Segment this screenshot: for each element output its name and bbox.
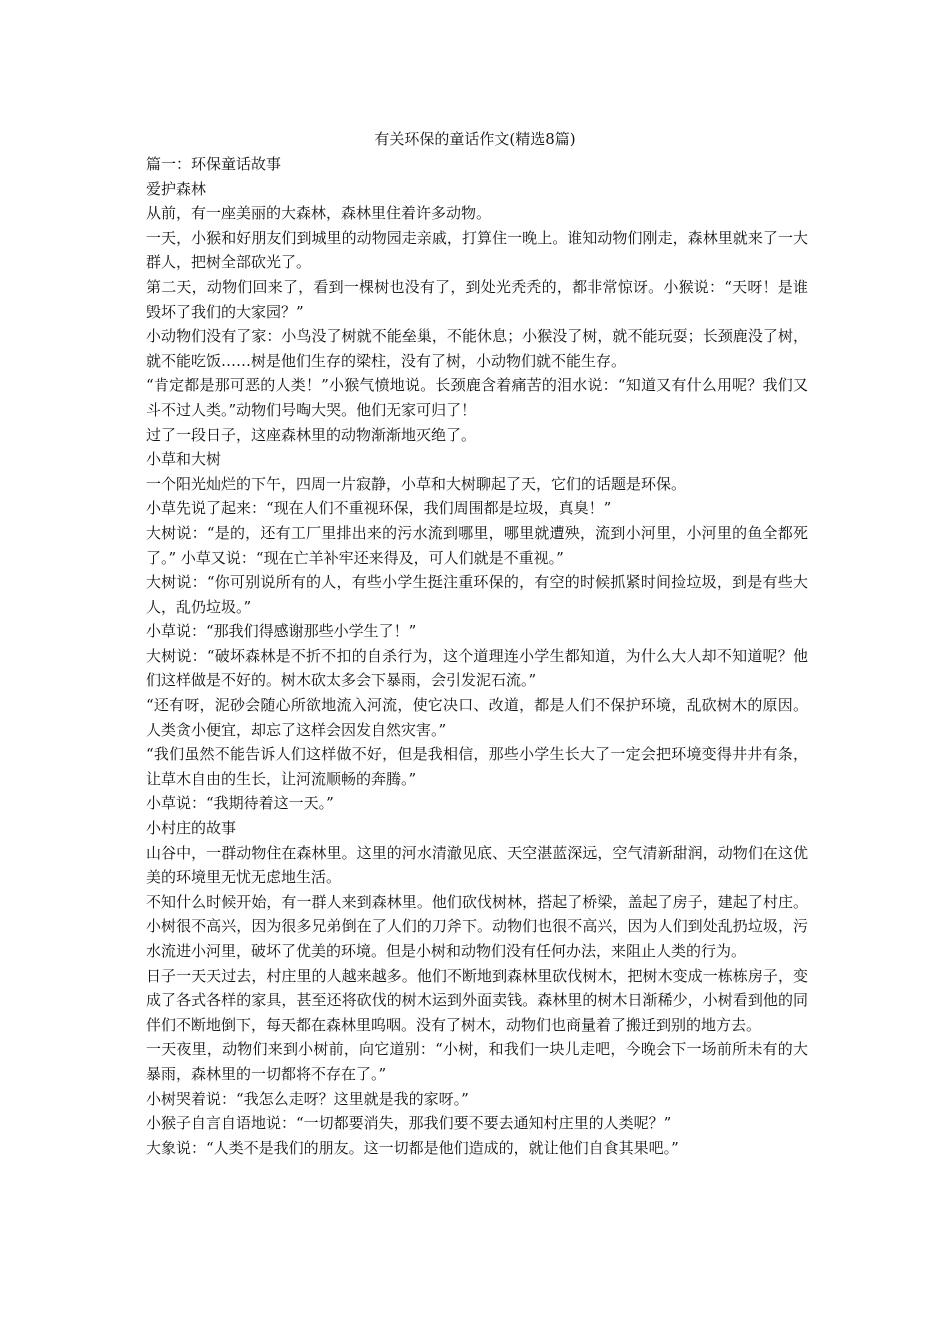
paragraph: 一天，小猴和好朋友们到城里的动物园走亲戚，打算住一晚上。谁知动物们刚走，森林里就来了一大群人，把树全部砍光了。 — [146, 228, 808, 272]
paragraph: 小动物们没有了家：小鸟没了树就不能垒巢，不能休息；小猴没了树，就不能玩耍；长颈鹿没了树，就不能吃饭……树是他们生存的梁柱，没有了树，小动物们就不能生存。 — [146, 327, 808, 370]
paragraph: 大树说：“是的，还有工厂里排出来的污水流到哪里，哪里就遭殃，流到小河里，小河里的鱼全都死了。” 小草又说：“现在亡羊补牢还来得及，可人们就是不重视。” — [146, 523, 808, 567]
paragraph: 从前，有一座美丽的大森林，森林里住着许多动物。 — [146, 204, 492, 223]
paragraph: “我们虽然不能告诉人们这样做不好，但是我相信，那些小学生长大了一定会把环境变得井井有条，让草木自由的生长，让河流顺畅的奔腾。” — [146, 745, 808, 788]
paragraph: 一个阳光灿烂的下午，四周一片寂静，小草和大树聊起了天，它们的话题是环保。 — [146, 474, 687, 493]
paragraph: 山谷中，一群动物住在森林里。这里的河水清澈见底、天空湛蓝深远，空气清新甜润，动物们在这优美的环境里无忧无虑地生活。 — [146, 843, 808, 887]
paragraph: 小树哭着说：“我怎么走呀？这里就是我的家呀。” — [146, 1089, 469, 1108]
paragraph: 大象说：“人类不是我们的朋友。这一切都是他们造成的，就让他们自食其果吧。” — [146, 1138, 679, 1157]
paragraph: 小草说：“那我们得感谢那些小学生了！” — [146, 622, 417, 641]
paragraph: 日子一天天过去，村庄里的人越来越多。他们不断地到森林里砍伐树木，把树木变成一栋栋房子，变成了各式各样的家具，甚至还将砍伐的树木运到外面卖钱。森林里的树木日渐稀少，小树看到他的同伴们不断地倒下，每天都在森林里呜咽。没有了树木，动物们也商量着了搬迁到别的地方去。 — [146, 966, 808, 1034]
paragraph: 大树说：“破坏森林是不折不扣的自杀行为，这个道理连小学生都知道，为什么大人却不知道呢？他们这样做是不好的。树木砍太多会下暴雨，会引发泥石流。” — [146, 646, 808, 690]
paragraph: “肯定都是那可恶的人类！”小猴气愤地说。长颈鹿含着痛苦的泪水说：“知道又有什么用呢？我们又斗不过人类。”动物们号啕大哭。他们无家可归了！ — [146, 376, 808, 419]
paragraph: 小猴子自言自语地说：“一切都要消失，那我们要不要去通知村庄里的人类呢？” — [146, 1114, 672, 1133]
story-title: 小村庄的故事 — [146, 819, 237, 838]
paragraph: 小草说：“我期待着这一天。” — [146, 794, 334, 813]
paragraph: 小草先说了起来：“现在人们不重视环保，我们周围都是垃圾，真臭！” — [146, 499, 612, 518]
section-heading: 篇一：环保童话故事 — [146, 155, 282, 173]
story-title: 小草和大树 — [146, 450, 222, 469]
paragraph: “还有呀，泥砂会随心所欲地流入河流，使它决口、改道，都是人们不保护环境，乱砍树木的原因。人类贪小便宜，却忘了这样会因发自然灾害。” — [146, 696, 808, 739]
paragraph: 大树说：“你可别说所有的人，有些小学生挺注重环保的，有空的时候抓紧时间捡垃圾，到是有些大人，乱仍垃圾。” — [146, 573, 808, 616]
paragraph: 过了一段日子，这座森林里的动物渐渐地灭绝了。 — [146, 425, 477, 444]
document-body — [146, 152, 808, 1160]
story-title: 爱护森林 — [146, 179, 207, 198]
paragraph: 一天夜里，动物们来到小树前，向它道别：“小树，和我们一块儿走吧，今晚会下一场前所未有的大暴雨，森林里的一切都将不存在了。” — [146, 1040, 808, 1083]
paragraph: 第二天，动物们回来了，看到一棵树也没有了，到处光秃秃的，都非常惊讶。小猴说：“天呀！是谁毁坏了我们的大家园？” — [146, 277, 808, 321]
document-title: 有关环保的童话作文(精选8篇) — [374, 130, 576, 148]
paragraph: 不知什么时候开始，有一群人来到森林里。他们砍伐树林，搭起了桥梁，盖起了房子，建起了村庄。小树很不高兴，因为很多兄弟倒在了人们的刀斧下。动物们也很不高兴，因为人们到处乱扔垃圾，污水流进小河里，破坏了优美的环境。但是小树和动物们没有任何办法，来阻止人类的行为。 — [146, 892, 808, 960]
